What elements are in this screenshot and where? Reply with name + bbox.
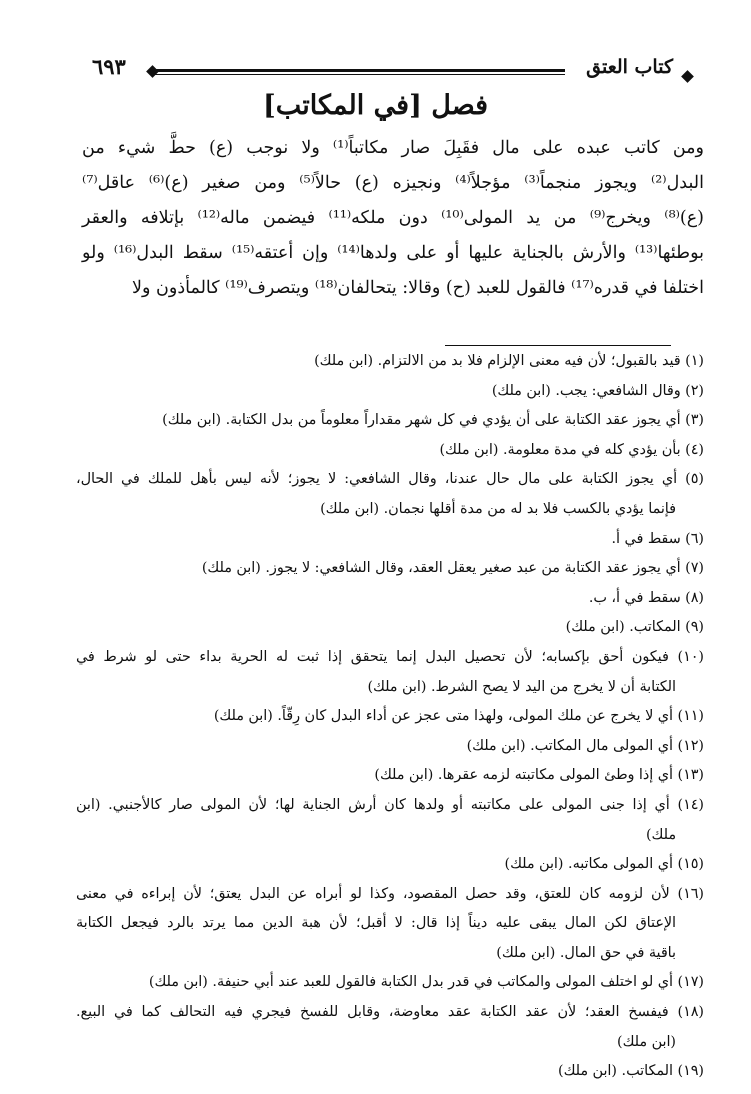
main-text-line: البدل⁽²⁾ ويجوز منجماً⁽³⁾ مؤجلاً⁽⁴⁾ ونجيزه (ع) حالاً⁽⁵⁾ ومن صغير (ع)⁽⁶⁾ عاقل⁽⁷⁾ [82, 173, 704, 193]
footnote-line: (٩) المكاتب. (ابن ملك) [565, 619, 704, 636]
footnote-line: (٨) سقط في أ، ب. [588, 589, 704, 606]
footnote-line: (٤) بأن يؤدي كله في مدة معلومة. (ابن ملك) [439, 441, 704, 458]
footnote-line: (١٥) أي المولى مكاتبه. (ابن ملك) [504, 856, 704, 873]
footnote-line: (٥) أي يجوز الكتابة على مال حال عندنا، وقال الشافعي: لا يجوز؛ لأنه ليس بأهل للملك في الحال، [76, 471, 704, 488]
footnote-line: (١٧) أي لو اختلف المولى والمكاتب في قدر بدل الكتابة فالقول للعبد عند أبي حنيفة. (ابن ملك) [148, 974, 704, 991]
main-text-line: ومن كاتب عبده على مال فقَبِلَ صار مكاتباً⁽¹⁾ ولا نوجب (ع) حطَّ شيء من [82, 138, 705, 158]
footnote-line: (١١) أي لا يخرج عن ملك المولى، ولهذا متى عجز عن أداء البدل كان رِقّاً. (ابن ملك) [213, 708, 704, 725]
footnote-line: (٢) وقال الشافعي: يجب. (ابن ملك) [491, 382, 704, 399]
footnote-line: (١) قيد بالقبول؛ لأن فيه معنى الإلزام فلا بد من الالتزام. (ابن ملك) [314, 353, 704, 369]
footnote-line: الإعتاق لكن المال يبقى عليه ديناً إذا قال: لا أقبل؛ لأن هبة الدين مما يرتد بالرد فيجعل الكتابة [76, 915, 676, 932]
footnote-line: (١٣) أي إذا وطئ المولى مكاتبته لزمه عقرها. (ابن ملك) [374, 767, 704, 784]
footnote-line: (١٦) لأن لزومه كان للعتق، وقد حصل المقصود، وكذا لو أبراه عن البدل يعتق؛ لأن إبراءه في معنى [76, 885, 704, 902]
footnote-line: (ابن ملك) [617, 1033, 676, 1050]
page-header [0, 52, 751, 92]
header-rule [152, 69, 565, 72]
footnote-line: فإنما يؤدي بالكسب فلا بد له من مدة أقلها نجمان. (ابن ملك) [320, 500, 676, 517]
footnote-line: (٣) أي يجوز عقد الكتابة على أن يؤدي في كل شهر مقداراً معلوماً من بدل الكتابة. (ابن ملك) [162, 412, 704, 429]
footnote-separator [445, 345, 671, 346]
footnote-line: (١٨) فيفسخ العقد؛ لأن عقد الكتابة عقد معاوضة، وقابل للفسخ فيجري فيه التحالف كما في البيع. [76, 1004, 704, 1021]
main-text-line: بوطئها⁽¹³⁾ والأرش بالجناية عليها أو على ولدها⁽¹⁴⁾ وإن أعتقه⁽¹⁵⁾ سقط البدل⁽¹⁶⁾ ولو [82, 243, 704, 263]
main-text-line: (ع)⁽⁸⁾ ويخرج⁽⁹⁾ من يد المولى⁽¹⁰⁾ دون ملكه⁽¹¹⁾ فيضمن ماله⁽¹²⁾ بإتلافه والعقر [82, 208, 705, 228]
main-text [82, 131, 704, 306]
footnote-line: (٦) سقط في أ. [611, 530, 704, 547]
running-title: كتاب العتق [586, 56, 673, 78]
footnote-line: (١٤) أي إذا جنى المولى على مكاتبته أو ولدها كان أرش الجناية لها؛ لأن المولى صار كالأجنبي. (ابن [76, 796, 704, 813]
footnote-line: (١٩) المكاتب. (ابن ملك) [558, 1063, 704, 1080]
footnote-line: (١٢) أي المولى مال المكاتب. (ابن ملك) [466, 737, 704, 754]
footnotes [76, 347, 704, 1087]
footnote-line: باقية في حق المال. (ابن ملك) [496, 944, 676, 961]
footnote-line: ملك) [645, 826, 676, 843]
main-text-line: اختلفا في قدره⁽¹⁷⁾ فالقول للعبد (ح) وقالا: يتحالفان⁽¹⁸⁾ ويتصرف⁽¹⁹⁾ كالمأذون ولا [132, 278, 704, 298]
footnote-line: الكتابة أن لا يخرج من اليد لا يصح الشرط. (ابن ملك) [367, 678, 676, 695]
footnote-line: (٧) أي يجوز عقد الكتابة من عبد صغير يعقل العقد، وقال الشافعي: لا يجوز. (ابن ملك) [201, 560, 704, 577]
header-rule-thin [152, 74, 565, 75]
page-number: ٦٩٣ [92, 54, 126, 79]
footnote-line: (١٠) فيكون أحق بإكسابه؛ لأن تحصيل البدل إنما يتحقق إذا ثبت له الحرية بداء حتى لو شرط في [76, 648, 704, 665]
diamond-ornament-right-icon [681, 70, 694, 83]
section-heading: فصل [في المكاتب] [262, 90, 489, 121]
